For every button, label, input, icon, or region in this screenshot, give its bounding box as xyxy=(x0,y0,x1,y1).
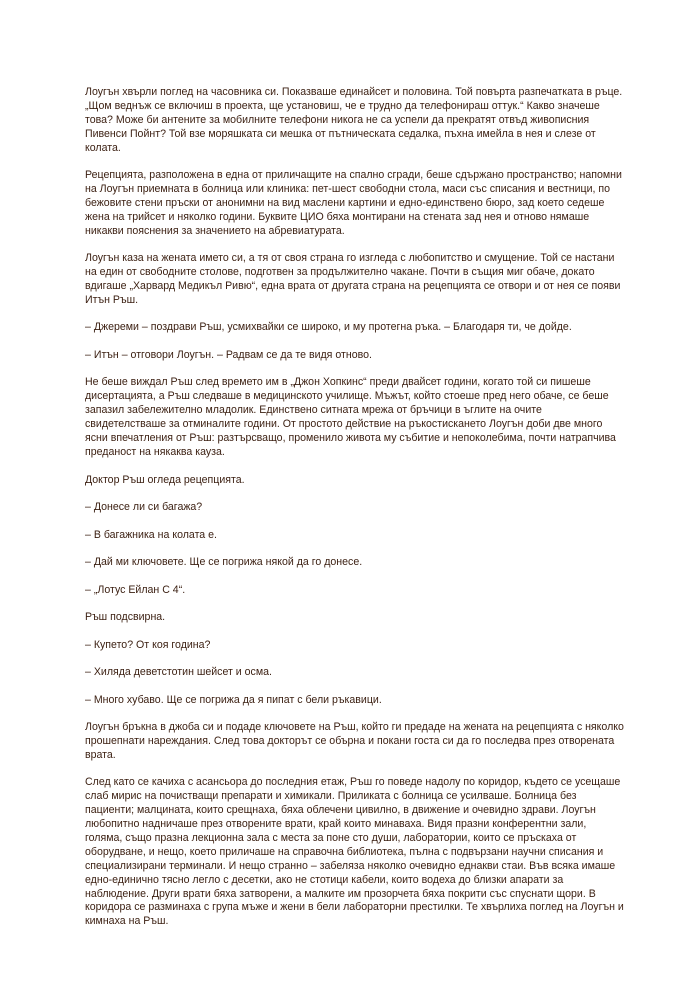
dialogue-line: – Итън – отговори Лоугън. – Радвам се да те видя отново. xyxy=(85,348,372,361)
paragraph: След като се качиха с асансьора до последния етаж, Ръш го поведе надолу по коридор, където се усещаше слаб мирис на почистващи препарати и химикали. Приликата с болница се усилваше. Болница без пациенти; малцината, които срещнаха, бяха облечени цивилно, в движение и очевидно здрави. Лоугън любопитно надничаше през отворените врати, край които минаваха. Видя празни конферентни зали, голяма, също празна лекционна зала с места за поне сто души, лаборатории, които се пръскаха от оборудване, и нещо, което приличаше на справочна библиотека, пълна с подвързани научни списания и специализирани терминали. И нещо странно – забеляза няколко очевидно еднакви стаи. Във всяка имаше едно-единично тясно легло с десетки, ако не стотици кабели, които водеха до близки апарати за наблюдение. Други врати бяха затворени, а малките им прозорчета бяха покрити със спуснати щори. В коридора се разминаха с група мъже и жени в бели лабораторни престилки. Те хвърлиха поглед на Лоугън и кимнаха на Ръш. xyxy=(85,776,624,928)
dialogue-line: – Дай ми ключовете. Ще се погрижа някой да го донесе. xyxy=(85,556,363,568)
paragraph: Ръш подсвирна. xyxy=(85,611,166,623)
paragraph: Лоугън хвърли поглед на часовника си. Показваше единайсет и половина. Той повърта разпечатката в ръце. „Щом веднъж се включиш в проекта, ще установиш, че е трудно да телефонираш оттук.“ Какво значеше това? Може би антените за мобилните телефони никога не са успели да прекратят отвъд живописния Пивенси Пойнт? Той взе моряшката си мешка от пътническата седалка, пъхна имейла в нея и слезе от колата. xyxy=(85,86,623,154)
document-page xyxy=(85,86,625,943)
dialogue-line: – Джереми – поздрави Ръш, усмихвайки се широко, и му протегна ръка. – Благодаря ти, че дойде. xyxy=(85,321,572,334)
paragraph: Доктор Ръш огледа рецепцията. xyxy=(85,473,245,486)
paragraph: Лоугън каза на жената името си, а тя от своя страна го изгледа с любопитство и смущение. Той се настани на един от свободните столове, подготвен за продължително чакане. Почти в същия миг обаче, докато вдигаше „Харвард Медикъл Ривю“, една врата от другата страна на рецепцията се отвори и от нея се появи Итън Ръш. xyxy=(85,252,621,306)
dialogue-line: – „Лотус Ейлан С 4“. xyxy=(85,583,186,596)
dialogue-line: – Много хубаво. Ще се погрижа да я пипат с бели ръкавици. xyxy=(85,693,382,706)
dialogue-line: – Купето? От коя година? xyxy=(85,638,211,651)
paragraph: Рецепцията, разположена в една от приличащите на спално сгради, беше сдържано пространство; напомни на Лоугън приемната в болница или клиника: пет-шест свободни стола, маси със списания и вестници, по бежовите стени пръски от анонимни на вид маслени картини и едно-единствено бюро, зад което седеше жена на трийсет и няколко години. Буквите ЦИО бяха монтирани на стената зад нея и отново нямаше никакви пояснения за значението на абревиатурата. xyxy=(85,169,622,237)
dialogue-line: – Донесе ли си багажа? xyxy=(85,501,203,513)
paragraph: Не беше виждал Ръш след времето им в „Джон Хопкинс“ преди двайсет години, когато той си пишеше дисертацията, а Ръш следваше в медицинското училище. Мъжът, който стоеше пред него обаче, се беше запазил забележително младолик. Единствено ситната мрежа от бръчици в ъглите на очите свидетелстваше за отминалите години. От простото действие на ръкостискането Лоугън доби две много ясни впечатления от Ръш: разтърсващо, променило живота му събитие и непоколебима, почти натрапчива преданост на някаква кауза. xyxy=(85,376,616,458)
dialogue-line: – В багажника на колата е. xyxy=(85,528,217,541)
paragraph: Лоугън бръкна в джоба си и подаде ключовете на Ръш, който ги предаде на жената на рецепцията с няколко прошепнати нареждания. След това докторът се обърна и покани госта си да го последва през отворената врата. xyxy=(85,721,624,761)
dialogue-line: – Хиляда деветстотин шейсет и осма. xyxy=(85,666,272,678)
